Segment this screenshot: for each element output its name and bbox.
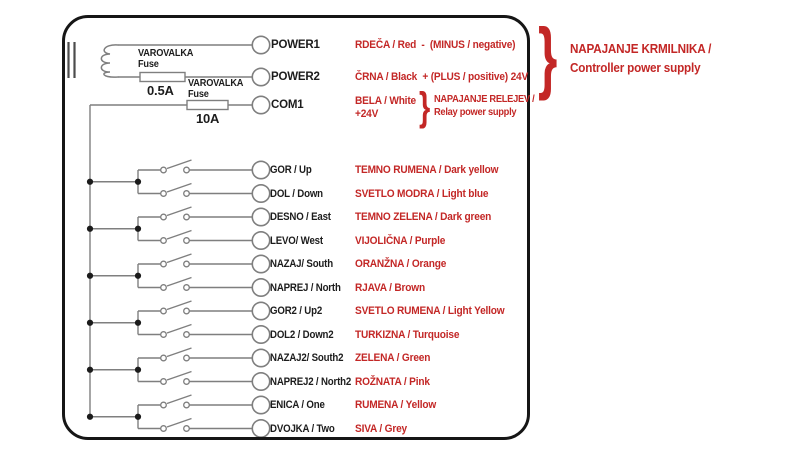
row-label-dol2: DOL2 / Down2 bbox=[270, 328, 334, 341]
controller-supply-heading bbox=[570, 39, 711, 77]
fuse2-rating-label: 10A bbox=[196, 111, 220, 126]
wire-color-power2: ČRNA / Black + (PLUS / positive) 24V bbox=[355, 71, 529, 83]
row-label-desno: DESNO / East bbox=[270, 211, 331, 223]
relay-supply-note bbox=[434, 94, 534, 119]
wire-color-nazaj: ORANŽNA / Orange bbox=[355, 258, 447, 270]
wire-color-desno: TEMNO ZELENA / Dark green bbox=[355, 211, 492, 223]
terminal-label-power2: POWER2 bbox=[271, 71, 320, 83]
wire-color-com1 bbox=[355, 95, 416, 120]
fuse2-name-line2: Fuse bbox=[188, 89, 209, 100]
fuse1-rating-label: 0.5A bbox=[147, 83, 174, 98]
wire-color-com1-line2: +24V bbox=[355, 107, 379, 120]
relay-supply-line2: Relay power supply bbox=[434, 106, 517, 118]
terminal-label-power1: POWER1 bbox=[271, 39, 320, 51]
wire-color-gor2: SVETLO RUMENA / Light Yellow bbox=[355, 305, 505, 317]
fuse1-name-label bbox=[138, 48, 193, 70]
row-label-levo: LEVO/ West bbox=[270, 234, 323, 247]
wire-color-naprej: RJAVA / Brown bbox=[355, 281, 425, 294]
controller-supply-line2: Controller power supply bbox=[570, 60, 701, 75]
relay-supply-line1: NAPAJANJE RELEJEV / bbox=[434, 94, 535, 105]
wire-color-com1-line1: BELA / White bbox=[355, 95, 416, 107]
row-label-naprej2: NAPREJ2 / North2 bbox=[270, 375, 352, 388]
wire-color-power1: RDEČA / Red - (MINUS / negative) bbox=[355, 39, 516, 51]
row-label-nazaj: NAZAJ/ South bbox=[270, 258, 333, 270]
row-label-enica: ENICA / One bbox=[270, 399, 325, 411]
wire-color-levo: VIJOLIČNA / Purple bbox=[355, 234, 446, 247]
wire-color-dvojka: SIVA / Grey bbox=[355, 422, 407, 435]
row-label-dol: DOL / Down bbox=[270, 187, 323, 200]
controller-supply-brace: } bbox=[538, 12, 558, 101]
wire-color-nazaj2: ZELENA / Green bbox=[355, 352, 431, 364]
fuse1-name-line2: Fuse bbox=[138, 59, 159, 70]
controller-supply-line1: NAPAJANJE KRMILNIKA / bbox=[570, 41, 712, 56]
fuse2-name-line1: VAROVALKA bbox=[188, 78, 244, 89]
wire-color-enica: RUMENA / Yellow bbox=[355, 399, 437, 411]
row-label-dvojka: DVOJKA / Two bbox=[270, 422, 335, 435]
row-label-gor: GOR / Up bbox=[270, 164, 312, 176]
terminal-label-com1: COM1 bbox=[271, 99, 304, 111]
wire-color-naprej2: ROŽNATA / Pink bbox=[355, 375, 430, 388]
relay-supply-brace: } bbox=[419, 85, 431, 129]
row-label-gor2: GOR2 / Up2 bbox=[270, 305, 323, 317]
fuse2-name-label bbox=[188, 78, 243, 100]
row-label-nazaj2: NAZAJ2/ South2 bbox=[270, 352, 344, 364]
wire-color-dol: SVETLO MODRA / Light blue bbox=[355, 187, 489, 200]
wire-color-dol2: TURKIZNA / Turquoise bbox=[355, 328, 460, 341]
wire-color-gor: TEMNO RUMENA / Dark yellow bbox=[355, 164, 499, 176]
fuse1-name-line1: VAROVALKA bbox=[138, 48, 194, 59]
row-label-naprej: NAPREJ / North bbox=[270, 281, 341, 294]
